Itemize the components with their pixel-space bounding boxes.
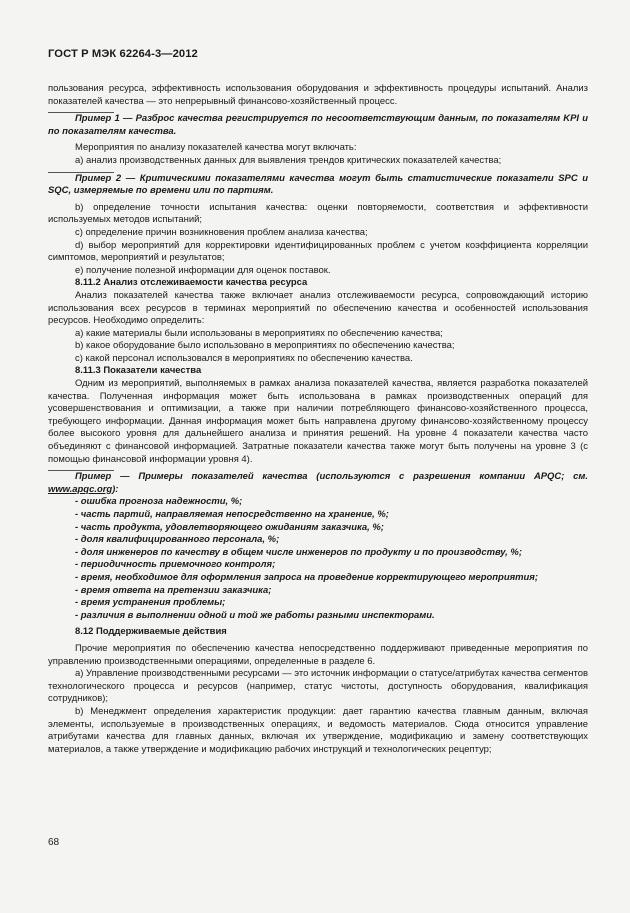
list-item: - доля инженеров по качеству в общем числе инженеров по продукту и по производству, %;	[75, 546, 522, 558]
apqc-link[interactable]: www.apqc.org	[48, 483, 113, 495]
list-item: - ошибка прогноза надежности, %;	[75, 496, 243, 508]
page-number: 68	[48, 837, 60, 848]
example-1: Пример 1 — Разброс качества регистрируется по несоответствующим данным, по показателям KPI и по показателям качества.	[48, 113, 588, 137]
measure-item-e: e) получение полезной информации для оценок поставок.	[75, 264, 331, 276]
measures-intro: Мероприятия по анализу показателей качества могут включать:	[75, 142, 357, 154]
example-2: Пример 2 — Критическими показателями качества могут быть статистические показатели SPC и SQC, измеряемые по времени или по партиям.	[48, 172, 588, 197]
measure-item-b: b) определение точности испытания качества: оценки повторяемости, соответствия и эффективности используемых методов испытаний;	[48, 201, 588, 226]
section-8-11-3-paragraph: Одним из мероприятий, выполняемых в рамках анализа показателей качества, является разработка показателей качества. Полученная информация может быть использована в рамках производственных операций для усовершенствования и оптимизации, а также при наличии потребляющего финансово-хозяйственного процесса, требующего информации. Данная информация может быть направлена другому финансово-хозяйственному процессу более высокого уровня для дальнейшего анализа и принятия решений. На уровне 4 показатели качества часто объединяют с финансовой информацией. Затратные показатели качества также могут быть получены на уровне 3 (с помощью финансовой информации уровня 4).	[48, 378, 588, 465]
section-heading-8-11-2: 8.11.2 Анализ отслеживаемости качества ресурса	[75, 277, 308, 289]
list-item: - доля квалифицированного персонала, %;	[75, 534, 280, 546]
measure-item-d: d) выбор мероприятий для корректировки идентифицированных проблем с учетом коэффициента корреляции симптомов, мероприятий и результатов;	[48, 239, 588, 264]
list-item: - время устранения проблемы;	[75, 597, 226, 609]
list-item: - различия в выполнении одной и той же работы разными инспекторами.	[75, 609, 435, 621]
list-item: - время, необходимое для оформления запроса на проведение корректирующего мероприятия;	[75, 571, 538, 583]
page-body	[48, 83, 588, 756]
supported-item-a: а) Управление производственными ресурсами — это источник информации о статусе/атрибутах качества сегментов технологического процесса и ресурсов (например, статус чистоты, доступность оборудования, квалификация сотрудников);	[48, 668, 588, 705]
supported-item-b: b) Менеджмент определения характеристик продукции: дает гарантию качества главным данным, включая элементы, используемые в производственных операциях, и ведомость материалов. Сюда относится управление атрибутами качества для главных данных, включая их утверждение, модификацию и замену соответствующих материалов, а также утверждение и модификацию рабочих инструкций и технологических рецептур;	[48, 705, 588, 755]
intro-paragraph: пользования ресурса, эффективность использования оборудования и эффективность процедуры испытаний. Анализ показателей качества — это непрерывный финансово-хозяйственный процесс.	[48, 83, 588, 107]
section-8-11-2-paragraph: Анализ показателей качества также включает анализ отслеживаемости ресурса, сопровождающий историю использования всех ресурсов в терминах мероприятий по обеспечению качества и особенностей использования ресурсов. Необходимо определить:	[48, 289, 588, 327]
quality-indicator-list	[48, 496, 588, 622]
list-item: - время ответа на претензии заказчика;	[75, 584, 272, 596]
list-item: - часть продукта, удовлетворяющего ожиданиям заказчика, %;	[75, 521, 384, 533]
list-item: - часть партий, направляемая непосредственно на хранение, %;	[75, 509, 389, 520]
section-heading-8-12: 8.12 Поддерживаемые действия	[75, 626, 227, 638]
example-3-lead-tail: ):	[112, 483, 119, 495]
traceability-item-a: а) какие материалы были использованы в мероприятиях по обеспечению качества;	[75, 327, 443, 339]
example-3-lead-text: Пример — Примеры показателей качества (используются с разрешения компании APQC; см.	[75, 471, 588, 483]
section-heading-8-11-3: 8.11.3 Показатели качества	[75, 365, 202, 377]
section-8-12-paragraph: Прочие мероприятия по обеспечению качества непосредственно поддерживают приведенные мероприятия по управлению производственными операциями, определенные в разделе 6.	[48, 642, 588, 667]
list-item: - периодичность приемочного контроля;	[75, 559, 276, 571]
traceability-item-c: c) какой персонал использовался в мероприятиях по обеспечению качества.	[75, 352, 413, 364]
measure-item-a: а) анализ производственных данных для выявления трендов критических показателей качества;	[75, 154, 502, 166]
measure-item-c: c) определение причин возникновения проблем анализа качества;	[75, 226, 368, 238]
traceability-item-b: b) какое оборудование было использовано в мероприятиях по обеспечению качества;	[75, 340, 455, 352]
example-3-lead	[48, 471, 588, 496]
document-id-header: ГОСТ Р МЭК 62264-3—2012	[48, 48, 198, 60]
